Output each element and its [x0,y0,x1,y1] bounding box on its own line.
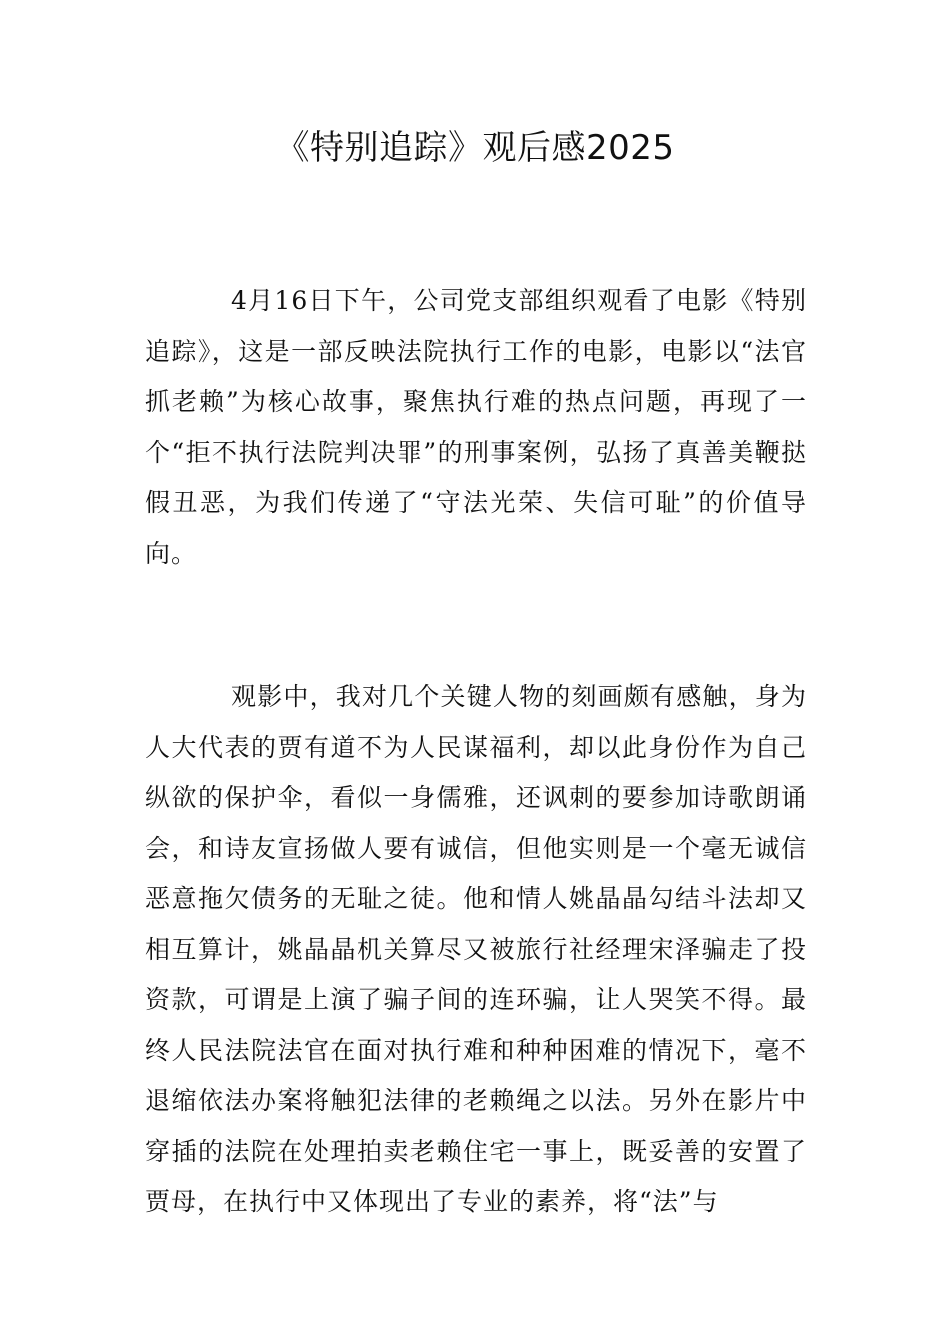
body-paragraph-1: 4月16日下午，公司党支部组织观看了电影《特别追踪》，这是一部反映法院执行工作的电影，电影以“法官抓老赖”为核心故事，聚焦执行难的热点问题，再现了一个“拒不执行法院判决罪”的刑事案例，弘扬了真善美鞭挞假丑恶，为我们传递了“守法光荣、失信可耻”的价值导向。 [145,286,807,568]
body-paragraph-2: 观影中，我对几个关键人物的刻画颇有感触，身为人大代表的贾有道不为人民谋福利，却以此身份作为自己纵欲的保护伞，看似一身儒雅，还讽刺的要参加诗歌朗诵会，和诗友宣扬做人要有诚信，但他实则是一个毫无诚信恶意拖欠债务的无耻之徒。他和情人姚晶晶勾结斗法却又相互算计，姚晶晶机关算尽又被旅行社经理宋泽骗走了投资款，可谓是上演了骗子间的连环骗，让人哭笑不得。最终人民法院法官在面对执行难和种种困难的情况下，毫不退缩依法办案将触犯法律的老赖绳之以法。另外在影片中穿插的法院在处理拍卖老赖住宅一事上，既妥善的安置了贾母，在执行中又体现出了专业的素养，将“法”与 [145,682,807,1216]
document-title: 《特别追踪》观后感2025 [275,128,675,168]
